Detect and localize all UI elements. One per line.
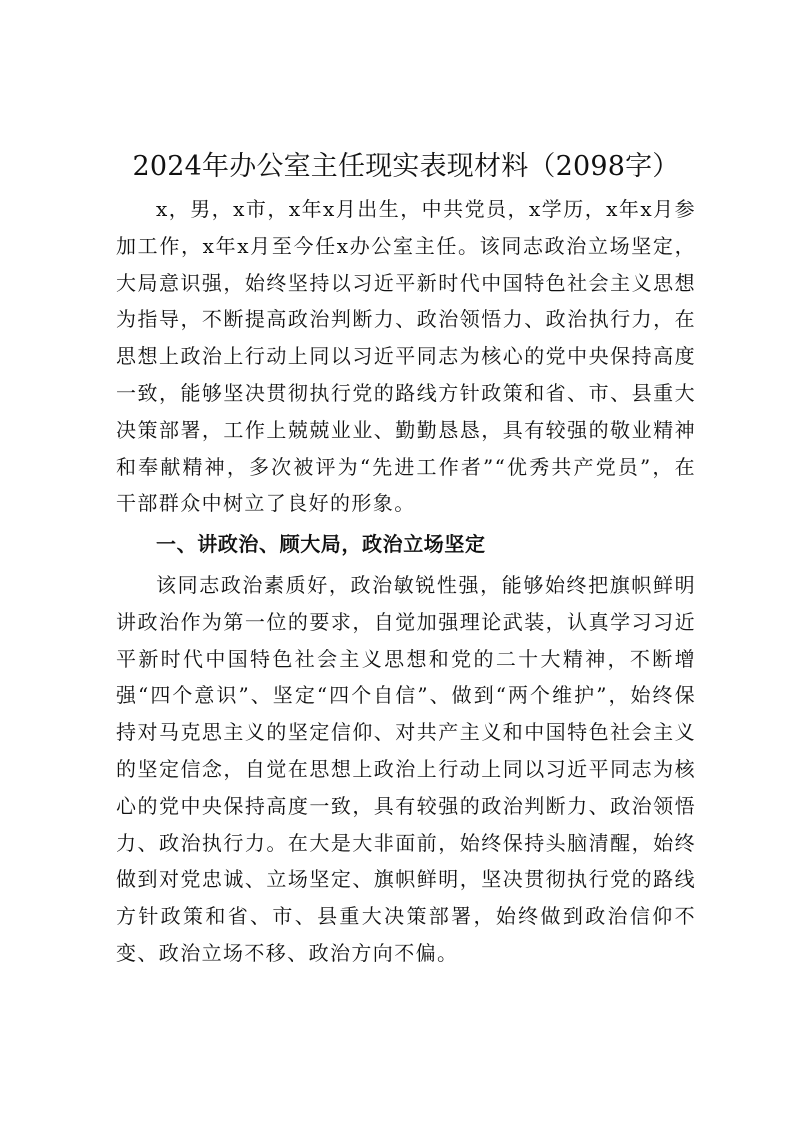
section-paragraph: 该同志政治素质好，政治敏锐性强，能够始终把旗帜鲜明讲政治作为第一位的要求，自觉加强理论武装，认真学习习近平新时代中国特色社会主义思想和党的二十大精神，不断增强“四个意识”、坚定“四个自信”、做到“两个维护”，始终保持对马克思主义的坚定信仰、对共产主义和中国特色社会主义的坚定信念，自觉在思想上政治上行动上同以习近平同志为核心的党中央保持高度一致，具有较强的政治判断力、政治领悟力、政治执行力。在大是大非面前，始终保持头脑清醒，始终做到对党忠诚、立场坚定、旗帜鲜明，坚决贯彻执行党的路线方针政策和省、市、县重大决策部署，始终做到政治信仰不变、政治立场不移、政治方向不偏。: [116, 572, 696, 965]
intro-paragraph: x，男，x市，x年x月出生，中共党员，x学历，x年x月参加工作，x年x月至今任x办公室主任。该同志政治立场坚定，大局意识强，始终坚持以习近平新时代中国特色社会主义思想为指导，不断提高政治判断力、政治领悟力、政治执行力，在思想上政治上行动上同以习近平同志为核心的党中央保持高度一致，能够坚决贯彻执行党的路线方针政策和省、市、县重大决策部署，工作上兢兢业业、勤勤恳恳，具有较强的敬业精神和奉献精神，多次被评为“先进工作者”“优秀共产党员”，在干部群众中树立了良好的形象。: [116, 197, 696, 516]
document-title: 2024年办公室主任现实表现材料（2098字）: [132, 151, 680, 182]
document-page: [116, 147, 696, 972]
section-heading: 一、讲政治、顾大局，政治立场坚定: [156, 532, 486, 557]
